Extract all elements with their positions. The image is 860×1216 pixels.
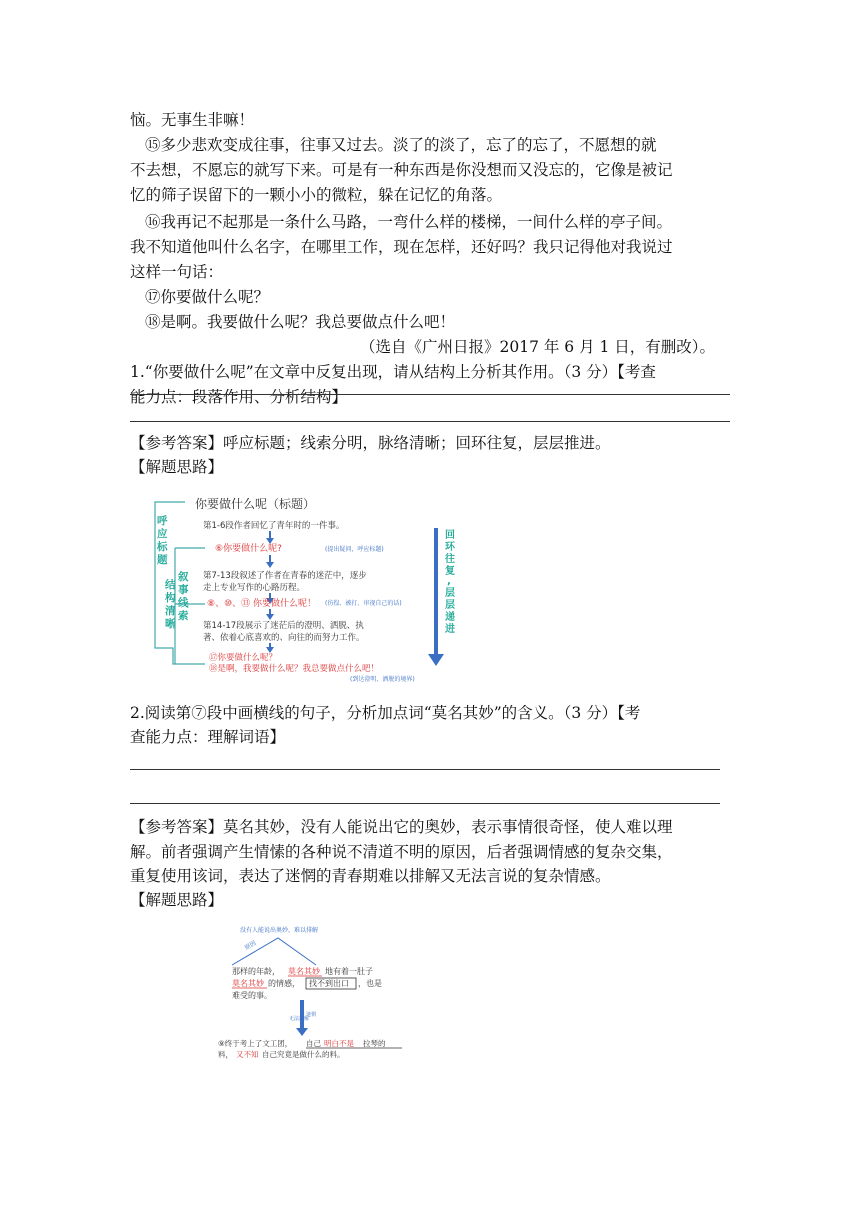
svg-text:索: 索 <box>178 610 189 622</box>
svg-text:往: 往 <box>445 554 455 565</box>
source-citation: （选自《广州日报》2017 年 6 月 1 日，有删改）。 <box>360 338 716 356</box>
svg-text:呼: 呼 <box>157 515 168 527</box>
svg-text:第7-13段叙述了作者在青春的迷茫中，逐步: 第7-13段叙述了作者在青春的迷茫中，逐步 <box>203 571 367 581</box>
svg-text:回: 回 <box>445 530 455 541</box>
svg-text:线: 线 <box>178 597 189 609</box>
svg-text:进: 进 <box>445 624 455 635</box>
svg-text:莫名其妙: 莫名其妙 <box>232 979 264 988</box>
paragraph-15-line: 忆的筛子误留下的一颗小小的微粒，躲在记忆的角落。 <box>130 186 503 204</box>
svg-text:走上专业写作的心路历程。: 走上专业写作的心路历程。 <box>203 583 306 593</box>
svg-text:，也是: ，也是 <box>358 979 382 988</box>
question-1-line: 能力点：段落作用、分析结构】 <box>130 388 348 406</box>
svg-text:(提出疑问，呼应标题): (提出疑问，呼应标题) <box>325 546 384 553</box>
paragraph-16-line: 这样一句话： <box>130 263 224 281</box>
answer-line <box>130 803 720 804</box>
diagram-title: 你要做什么呢（标题） <box>195 497 316 511</box>
svg-text:叙: 叙 <box>178 571 189 583</box>
svg-text:没有人能说出奥妙，难以排解: 没有人能说出奥妙，难以排解 <box>240 927 319 934</box>
question-2-answer-line: 解。前者强调产生情愫的各种说不清道不明的原因，后者强调情感的复杂交集， <box>130 843 673 861</box>
svg-text:又不知: 又不知 <box>236 1050 259 1059</box>
svg-text:环: 环 <box>445 542 455 553</box>
answer-line <box>130 769 720 770</box>
svg-text:第14-17段展示了迷茫后的澄明、洒脱、执: 第14-17段展示了迷茫后的澄明、洒脱、执 <box>203 621 364 631</box>
answer-line <box>130 421 730 422</box>
svg-text:(彷徨、被打、审视自己的话): (彷徨、被打、审视自己的话) <box>325 600 402 607</box>
svg-text:⑥你要做什么呢?: ⑥你要做什么呢? <box>215 544 282 554</box>
paragraph-15-line: 不去想，不愿忘的就写下来。可是有一种东西是你没想而又没忘的，它像是被记 <box>130 161 673 179</box>
svg-text:清: 清 <box>165 605 176 617</box>
svg-text:递: 递 <box>445 612 455 623</box>
svg-text:复: 复 <box>445 566 455 577</box>
svg-text:的情感，: 的情感， <box>268 979 300 988</box>
question-2-line: 2.阅读第⑦段中画横线的句子，分析加点词“莫名其妙”的含义。（3 分）【考 <box>130 704 641 722</box>
paragraph-18: ⑱是啊。我要做什么呢？我总要做点什么吧！ <box>145 313 456 331</box>
svg-text:第1-6段作者回忆了青年时的一件事。: 第1-6段作者回忆了青年时的一件事。 <box>203 521 345 531</box>
svg-text:⑱是啊，我要做什么呢？我总要做点什么吧！: ⑱是啊，我要做什么呢？我总要做点什么吧！ <box>209 664 380 674</box>
paragraph-17: ⑰你要做什么呢？ <box>145 288 270 306</box>
svg-text:自己究竟是做什么的料。: 自己究竟是做什么的料。 <box>262 1050 345 1059</box>
answer-line <box>130 394 730 395</box>
svg-text:难受的事。: 难受的事。 <box>232 991 272 1000</box>
svg-text:⑰你要做什么呢？: ⑰你要做什么呢？ <box>209 653 278 663</box>
svg-text:找不到出口: 找不到出口 <box>309 979 349 988</box>
svg-text:⑧、⑩、⑬ 你要做什么呢！: ⑧、⑩、⑬ 你要做什么呢！ <box>207 599 316 609</box>
svg-text:结: 结 <box>165 579 176 591</box>
solution-thinking-label: 【解题思路】 <box>130 458 224 476</box>
svg-text:著、依着心底喜欢的、向往的而努力工作。: 著、依着心底喜欢的、向往的而努力工作。 <box>203 633 365 643</box>
question-2-answer-line: 【参考答案】莫名其妙，没有人能说出它的奥妙，表示事情很奇怪，使人难以理 <box>130 818 673 836</box>
svg-text:层: 层 <box>445 588 455 599</box>
svg-text:应: 应 <box>157 528 168 540</box>
svg-text:料，: 料， <box>218 1050 233 1059</box>
svg-text:,: , <box>447 576 451 587</box>
svg-text:拉琴的: 拉琴的 <box>363 1039 386 1048</box>
word-meaning-diagram <box>212 920 422 1062</box>
solution-thinking-label: 【解题思路】 <box>130 891 224 909</box>
svg-text:(到达澄明、洒脱的境界): (到达澄明、洒脱的境界) <box>350 676 415 683</box>
svg-text:事: 事 <box>178 584 189 596</box>
svg-text:那样的年龄，: 那样的年龄， <box>232 967 280 976</box>
svg-text:地有着一肚子: 地有着一肚子 <box>325 967 373 976</box>
question-2-line: 查能力点：理解词语】 <box>130 728 286 746</box>
passage-line: 恼。无事生非嘛！ <box>130 111 255 129</box>
paragraph-16-line: 我不知道他叫什么名字，在哪里工作，现在怎样，还好吗？我只记得他对我说过 <box>130 238 673 256</box>
svg-text:无法排解: 无法排解 <box>289 1016 310 1022</box>
svg-text:自己: 自己 <box>306 1039 321 1048</box>
svg-text:题: 题 <box>157 554 168 566</box>
svg-text:明白不是: 明白不是 <box>324 1039 354 1048</box>
svg-text:⑨终于考上了文工团，: ⑨终于考上了文工团， <box>218 1039 293 1048</box>
svg-text:晰: 晰 <box>165 618 176 630</box>
svg-text:莫名其妙: 莫名其妙 <box>288 967 320 976</box>
question-1-line: 1.“你要做什么呢”在文章中反复出现，请从结构上分析其作用。（3 分）【考查 <box>130 363 656 381</box>
svg-text:构: 构 <box>165 592 176 604</box>
svg-text:原因: 原因 <box>243 939 258 952</box>
paragraph-16-line: ⑯我再记不起那是一条什么马路，一弯什么样的楼梯，一间什么样的亭子间。 <box>145 213 673 231</box>
paragraph-15-line: ⑮多少悲欢变成往事，往事又过去。淡了的淡了，忘了的忘了，不愿想的就 <box>145 136 657 154</box>
svg-text:层: 层 <box>445 600 455 611</box>
question-1-answer: 【参考答案】呼应标题；线索分明，脉络清晰；回环往复，层层推进。 <box>130 434 611 452</box>
svg-text:标: 标 <box>157 541 168 553</box>
svg-text:迷惘: 迷惘 <box>306 1012 317 1018</box>
structure-diagram <box>145 488 475 684</box>
question-2-answer-line: 重复使用该词，表达了迷惘的青春期难以排解又无法言说的复杂情感。 <box>130 867 611 885</box>
